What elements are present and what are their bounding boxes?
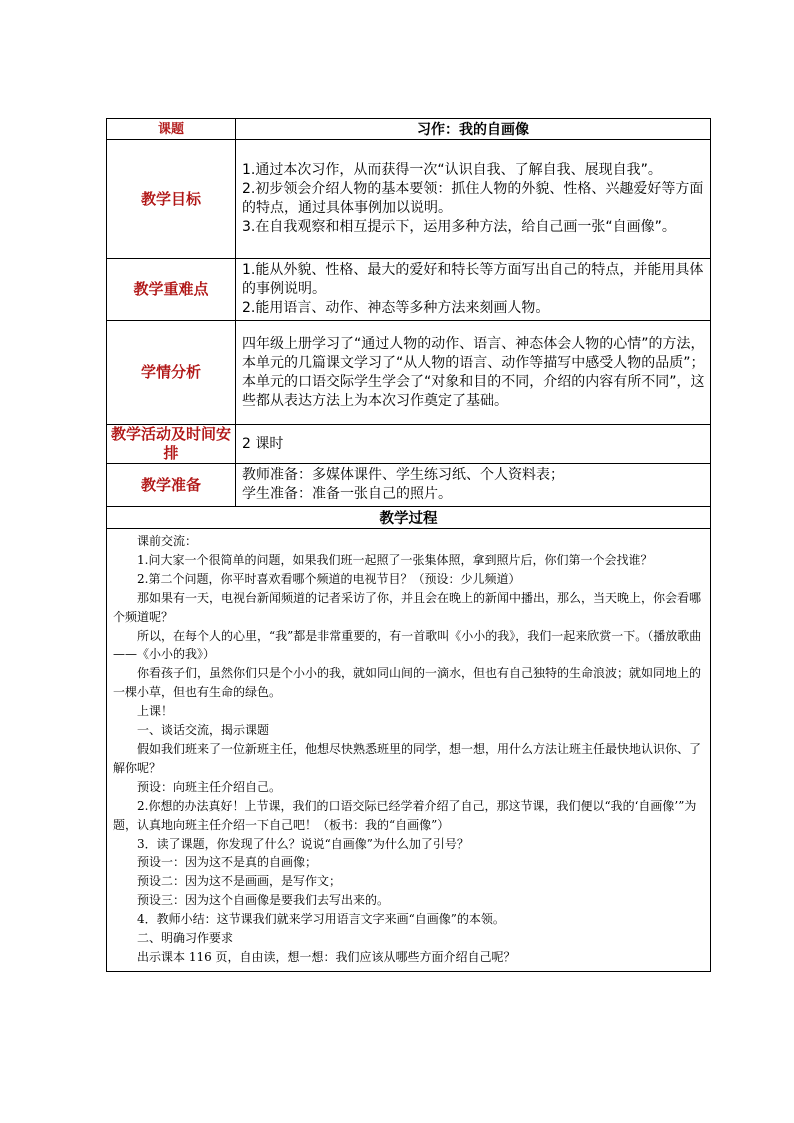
key-points-content [236, 259, 711, 321]
analysis-row [107, 321, 711, 425]
time-row [107, 425, 711, 464]
prep-item: 学生准备：准备一张自己的照片。 [242, 486, 452, 502]
process-title: 教学过程 [107, 507, 711, 529]
goals-label: 教学目标 [107, 140, 236, 259]
process-paragraph: 你看孩子们，虽然你们只是个小小的我，就如同山间的一滴水，但也有自己独特的生命浪波；就如同地上的一棵小草，但也有生命的绿色。 [113, 666, 702, 700]
process-paragraph: 上课！ [137, 704, 174, 719]
goal-item: 3.在自我观察和相互提示下，运用多种方法，给自己画一张“自画像”。 [242, 219, 676, 235]
lesson-plan-table [106, 118, 711, 972]
process-row [107, 529, 711, 972]
prep-label: 教学准备 [107, 464, 236, 507]
process-paragraph: 预设：向班主任介绍自己。 [137, 779, 282, 794]
process-paragraph: 假如我们班来了一位新班主任，他想尽快熟悉班里的同学，想一想，用什么方法让班主任最快地认识你、了解你呢？ [113, 741, 702, 775]
process-paragraph: 课前交流： [137, 534, 198, 548]
prep-content [236, 464, 711, 507]
process-paragraph: 一、谈话交流，揭示课题 [137, 723, 270, 738]
process-paragraph: 2.第二个问题，你平时喜欢看哪个频道的电视节目？（预设：少儿频道） [137, 571, 521, 586]
key-point-item: 1.能从外貌、性格、最大的爱好和特长等方面写出自己的特点，并能用具体的事例说明。 [242, 262, 704, 297]
time-label: 教学活动及时间安排 [107, 425, 236, 464]
goal-item: 1.通过本次习作，从而获得一次“认识自我、了解自我、展现自我”。 [242, 162, 662, 178]
analysis-label: 学情分析 [107, 321, 236, 425]
key-points-label: 教学重难点 [107, 259, 236, 321]
process-paragraph: 出示课本 116 页，自由读，想一想：我们应该从哪些方面介绍自己呢？ [137, 949, 516, 964]
process-paragraph: 2.你想的办法真好！上节课，我们的口语交际已经学着介绍了自己，那这节课，我们便以“我的‘自画像’”为题，认真地向班主任介绍一下自己吧！（板书：我的“自画像”） [113, 798, 697, 832]
prep-item: 教师准备：多媒体课件、学生练习纸、个人资料表； [242, 467, 564, 483]
title-label: 课题 [107, 119, 236, 140]
process-paragraph: 4．教师小结：这节课我们就来学习用语言文字来画“自画像”的本领。 [137, 912, 505, 927]
process-content [107, 529, 711, 972]
goals-content [236, 140, 711, 259]
lesson-title: 习作：我的自画像 [236, 119, 711, 140]
process-paragraph: 1.问大家一个很简单的问题，如果我们班一起照了一张集体照，拿到照片后，你们第一个会找谁？ [137, 552, 653, 567]
process-paragraph: 预设三：因为这个自画像是要我们去写出来的。 [137, 893, 390, 908]
process-paragraph: 所以，在每个人的心里，“我”都是非常重要的，有一首歌叫《小小的我》，我们一起来欣赏一下。（播放歌曲——《小小的我》） [113, 628, 702, 662]
goals-row [107, 140, 711, 259]
analysis-content [236, 321, 711, 425]
analysis-text: 四年级上册学习了“通过人物的动作、语言、神态体会人物的心情”的方法，本单元的几篇课文学习了“从人物的语言、动作等描写中感受人物的品质”；本单元的口语交际学生学会了“对象和目的不同，介绍的内容有所不同”，这些都从表达方法上为本次习作奠定了基础。 [242, 335, 705, 409]
process-header-row [107, 507, 711, 529]
prep-row [107, 464, 711, 507]
key-points-row [107, 259, 711, 321]
key-point-item: 2.能用语言、动作、神态等多种方法来刻画人物。 [242, 300, 550, 316]
process-paragraph: 3．读了课题，你发现了什么？说说“自画像”为什么加了引号？ [137, 836, 469, 851]
goal-item: 2.初步领会介绍人物的基本要领：抓住人物的外貌、性格、兴趣爱好等方面的特点，通过具体事例加以说明。 [242, 181, 704, 216]
title-row [107, 119, 711, 140]
time-value: 2 课时 [236, 425, 711, 464]
process-paragraph: 预设一：因为这不是真的自画像； [137, 855, 318, 870]
process-paragraph: 二、明确习作要求 [137, 931, 234, 946]
process-paragraph: 那如果有一天，电视台新闻频道的记者采访了你，并且会在晚上的新闻中播出，那么，当天晚上，你会看哪个频道呢？ [113, 590, 702, 624]
process-paragraph: 预设二：因为这不是画画，是写作文； [137, 874, 342, 889]
